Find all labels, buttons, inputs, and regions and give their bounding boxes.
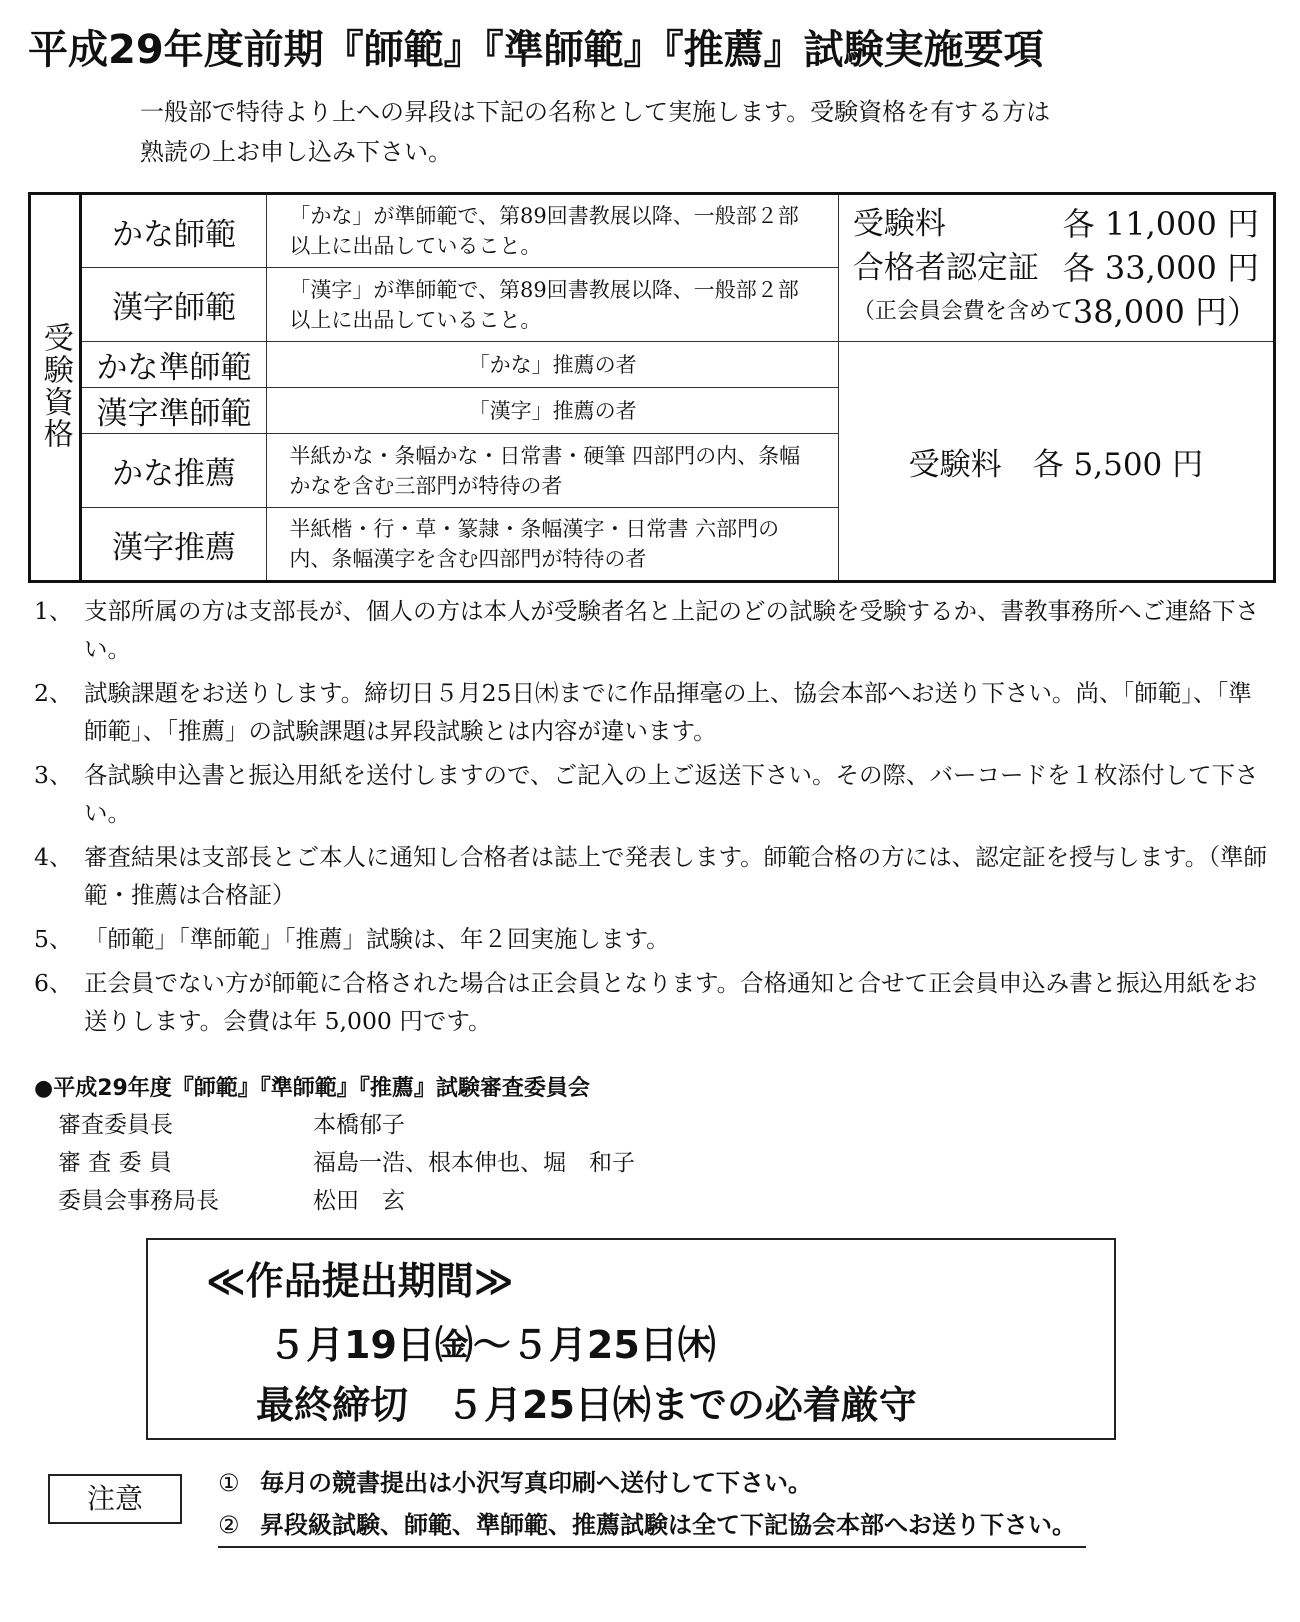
intro-line: 一般部で特待より上への昇段は下記の名称として実施します。受験資格を有する方は [140, 98, 1051, 126]
committee-names: 福島一浩、根本伸也、堀 和子 [313, 1150, 635, 1176]
note-text: 正会員でない方が師範に合格された場合は正会員となります。合格通知と合せて正会員申込み書と振込用紙をお送りします。会費は年 5,000 円です。 [84, 969, 1258, 1035]
submission-period-box [146, 1238, 1116, 1440]
list-item [218, 1504, 1086, 1548]
exam-name: かな推薦 [80, 434, 267, 508]
note-text: 「師範」「準師範」「推薦」試験は、年２回実施します。 [84, 925, 670, 953]
exam-condition: 「かな」が準師範で、第89回書教展以降、一般部２部以上に出品していること。 [267, 194, 838, 268]
period-deadline: 最終締切 ５月25日㈭までの必着厳守 [256, 1383, 917, 1427]
exam-name: かな準師範 [80, 342, 267, 388]
note-number: 4、 [34, 843, 73, 871]
list-item [218, 1462, 1218, 1504]
exam-condition: 「漢字」推薦の者 [267, 388, 838, 434]
committee-role: 審査委員長 [58, 1112, 173, 1138]
exam-name: 漢字推薦 [80, 508, 267, 582]
committee-role: 審 査 委 員 [58, 1150, 172, 1176]
committee-role: 委員会事務局長 [58, 1188, 219, 1214]
note-number: 5、 [34, 925, 73, 953]
exam-fee-row [853, 202, 1259, 246]
cert-fee-label: 合格者認定証 [852, 250, 1039, 286]
shihan-fee-cell [838, 194, 1274, 342]
exam-fee-amount: 各 11,000 円 [1062, 205, 1259, 243]
caution-text: 昇段級試験、師範、準師範、推薦試験は全て下記協会本部へお送り下さい。 [260, 1511, 1076, 1539]
qualification-table [28, 192, 1276, 583]
committee-member [34, 1106, 934, 1144]
member-fee-label: （正会員会費を含めて [852, 299, 1073, 324]
other-fee-cell: 受験料 各 5,500 円 [838, 342, 1274, 582]
note-number: 3、 [34, 761, 73, 789]
note-number: 1、 [34, 597, 73, 625]
caution-mark: ② [218, 1511, 240, 1539]
note-text: 試験課題をお送りします。締切日５月25日㈭までに作品揮毫の上、協会本部へお送り下さい。尚、「師範」、「準師範」、「推薦」の試験課題は昇段試験とは内容が違います。 [84, 679, 1252, 745]
exam-condition: 半紙楷・行・草・篆隷・条幅漢字・日常書 六部門の内、条幅漢字を含む四部門が特待の者 [267, 508, 838, 582]
caution-list [218, 1462, 1218, 1548]
list-item [34, 756, 1274, 832]
committee-member [34, 1144, 934, 1182]
member-fee-row [853, 290, 1259, 334]
intro-text [140, 92, 1240, 172]
cert-fee-row [853, 246, 1259, 290]
page-title: 平成29年度前期『師範』『準師範』『推薦』試験実施要項 [28, 27, 1044, 73]
note-text: 支部所属の方は支部長が、個人の方は本人が受験者名と上記のどの試験を受験するか、書教事務所へご連絡下さい。 [84, 597, 1259, 663]
exam-name: 漢字準師範 [80, 388, 267, 434]
note-text: 各試験申込書と振込用紙を送付しますので、ご記入の上ご返送下さい。その際、バーコードを１枚添付して下さい。 [84, 761, 1259, 827]
caution-text: 毎月の競書提出は小沢写真印刷へ送付して下さい。 [260, 1469, 812, 1497]
member-fee-amount: 38,000 円） [1072, 293, 1259, 331]
table-row [30, 342, 1275, 388]
committee-heading: ●平成29年度『師範』『準師範』『推薦』試験審査委員会 [34, 1076, 590, 1101]
period-range: ５月19日㈮〜５月25日㈭ [268, 1323, 716, 1367]
committee-names: 本橋郁子 [313, 1112, 405, 1138]
exam-name: かな師範 [80, 194, 267, 268]
caution-mark: ① [218, 1469, 240, 1497]
list-item [34, 674, 1274, 750]
list-item [34, 592, 1274, 668]
list-item [34, 920, 1274, 958]
committee-member [34, 1182, 934, 1220]
committee-names: 松田 玄 [313, 1188, 405, 1214]
list-item [34, 838, 1274, 914]
list-item [34, 964, 1274, 1040]
intro-line: 熟読の上お申し込み下さい。 [140, 138, 452, 166]
period-heading: ≪作品提出期間≫ [206, 1259, 514, 1303]
note-number: 2、 [34, 679, 73, 707]
exam-condition: 「かな」推薦の者 [267, 342, 838, 388]
exam-fee-label: 受験料 [852, 206, 946, 242]
committee-section [34, 1072, 934, 1220]
table-row [30, 194, 1275, 268]
caution-label: 注意 [48, 1474, 182, 1524]
note-number: 6、 [34, 969, 73, 997]
cert-fee-amount: 各 33,000 円 [1062, 249, 1259, 287]
note-text: 審査結果は支部長とご本人に通知し合格者は誌上で発表します。師範合格の方には、認定証を授与します。（準師範・推薦は合格証） [84, 843, 1267, 909]
exam-condition: 「漢字」が準師範で、第89回書教展以降、一般部２部以上に出品していること。 [267, 268, 838, 342]
exam-name: 漢字師範 [80, 268, 267, 342]
exam-condition: 半紙かな・条幅かな・日常書・硬筆 四部門の内、条幅かなを含む三部門が特待の者 [267, 434, 838, 508]
notes-list [34, 592, 1274, 1046]
qualification-side-label: 受験資格 [30, 194, 81, 582]
